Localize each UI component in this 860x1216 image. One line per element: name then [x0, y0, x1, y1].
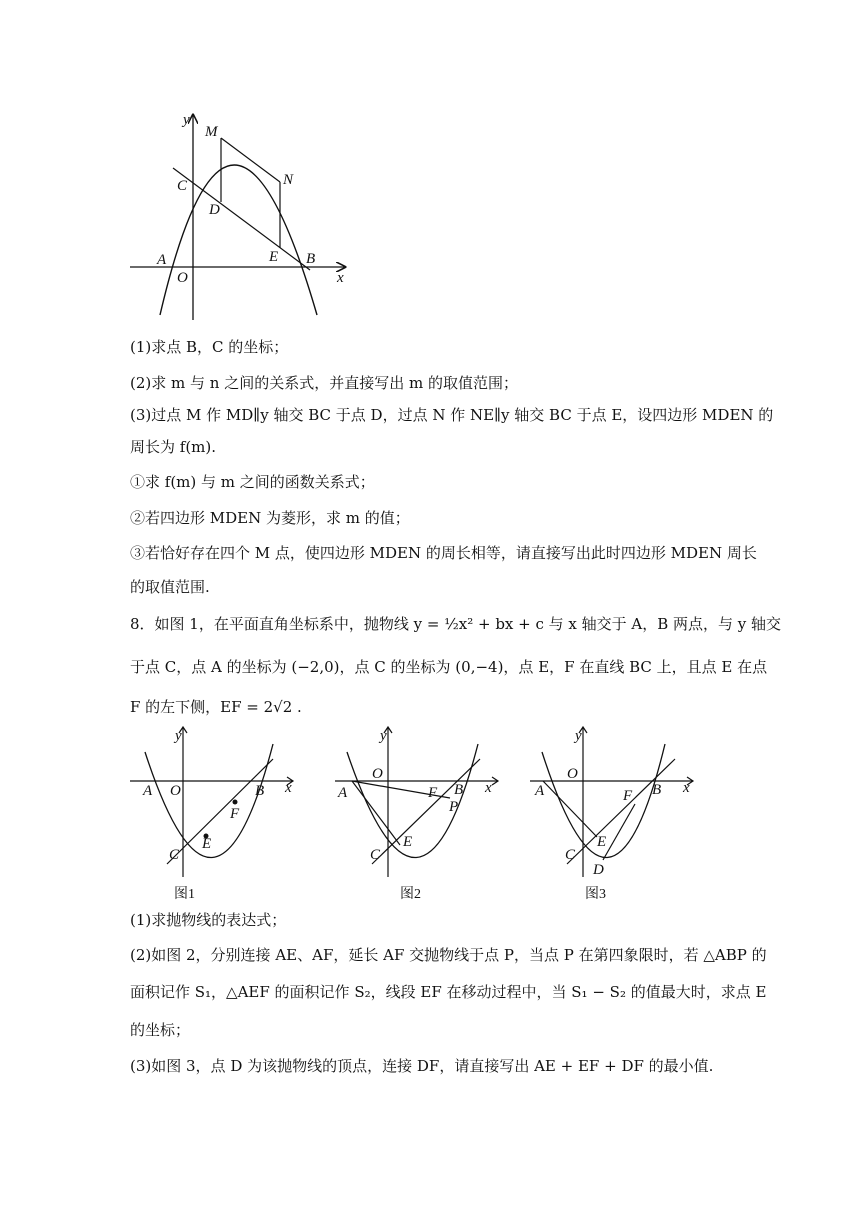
label-a: A	[338, 785, 348, 801]
label-o: O	[372, 766, 383, 782]
label-e: E	[403, 834, 413, 850]
p7-q3-sub3-line1: ③若恰好存在四个 M 点，使四边形 MDEN 的周长相等，请直接写出此时四边形 MDEN 周长	[130, 544, 757, 562]
label-p: P	[449, 799, 459, 815]
figure-3	[525, 722, 705, 902]
label-b: B	[652, 782, 662, 798]
p7-q1: (1)求点 B，C 的坐标；	[130, 338, 289, 356]
p8-q2-line1: (2)如图 2，分别连接 AE、AF，延长 AF 交抛物线于点 P，当点 P 在第四象限时，若 △ABP 的	[130, 946, 767, 964]
p8-q3: (3)如图 3，点 D 为该抛物线的顶点，连接 DF，请直接写出 AE + EF + DF 的最小值.	[130, 1057, 714, 1075]
label-b: B	[255, 783, 265, 799]
p7-q2: (2)求 m 与 n 之间的关系式，并直接写出 m 的取值范围；	[130, 374, 518, 392]
p7-q3-line2: 周长为 f(m).	[130, 438, 217, 456]
label-m: M	[205, 124, 218, 140]
label-y: y	[575, 728, 582, 744]
p8-intro-line1: 8．如图 1，在平面直角坐标系中，抛物线 y = ½x² + bx + c 与 x 轴交于 A，B 两点，与 y 轴交	[130, 615, 782, 633]
p8-intro-line3: F 的左下侧，EF = 2√2 .	[130, 698, 302, 716]
top-figure	[125, 110, 355, 325]
label-c: C	[169, 847, 180, 863]
label-y: y	[183, 112, 190, 128]
label-d: D	[209, 202, 220, 218]
label-a: A	[535, 783, 545, 799]
label-f: F	[230, 806, 240, 822]
label-c: C	[177, 178, 188, 194]
label-x: x	[337, 270, 344, 286]
label-o: O	[170, 783, 181, 799]
label-o: O	[567, 766, 578, 782]
label-n: N	[283, 172, 294, 188]
point-f	[233, 800, 238, 805]
label-c: C	[565, 847, 576, 863]
label-x: x	[683, 780, 690, 796]
p8-intro-line2: 于点 C，点 A 的坐标为 (−2,0)，点 C 的坐标为 (0,−4)，点 E，F 在直线 BC 上，且点 E 在点	[130, 658, 768, 676]
figure-1	[125, 722, 305, 902]
segment-ae	[352, 781, 400, 845]
p7-q3-line1: (3)过点 M 作 MD∥y 轴交 BC 于点 D，过点 N 作 NE∥y 轴交 BC 于点 E，设四边形 MDEN 的	[130, 406, 774, 424]
p8-q1: (1)求抛物线的表达式；	[130, 911, 287, 929]
segment-df	[603, 804, 635, 860]
label-x: x	[285, 780, 292, 796]
caption-fig1: 图1	[174, 887, 195, 902]
label-e: E	[269, 249, 279, 265]
figure-2	[330, 722, 510, 902]
p8-q2-line3: 的坐标；	[130, 1021, 191, 1039]
label-o: O	[177, 270, 188, 286]
caption-fig2: 图2	[400, 887, 421, 902]
label-b: B	[306, 251, 316, 267]
label-f: F	[428, 785, 438, 801]
label-e: E	[597, 834, 607, 850]
label-a: A	[157, 252, 167, 268]
label-f: F	[623, 788, 633, 804]
p8-q2-line2: 面积记作 S₁，△AEF 的面积记作 S₂，线段 EF 在移动过程中，当 S₁ − S₂ 的值最大时，求点 E	[130, 983, 767, 1001]
label-y: y	[175, 728, 182, 744]
label-e: E	[202, 836, 212, 852]
label-x: x	[485, 780, 492, 796]
label-d: D	[593, 862, 604, 878]
label-c: C	[370, 847, 381, 863]
caption-fig3: 图3	[585, 887, 606, 902]
p7-q3-sub3-line2: 的取值范围.	[130, 578, 210, 596]
p7-q3-sub2: ②若四边形 MDEN 为菱形，求 m 的值；	[130, 509, 410, 527]
segment-ae	[543, 781, 597, 837]
segment-mn	[221, 138, 280, 182]
label-y: y	[380, 728, 387, 744]
label-b: B	[454, 782, 464, 798]
p7-q3-sub1: ①求 f(m) 与 m 之间的函数关系式；	[130, 473, 375, 491]
label-a: A	[143, 783, 153, 799]
